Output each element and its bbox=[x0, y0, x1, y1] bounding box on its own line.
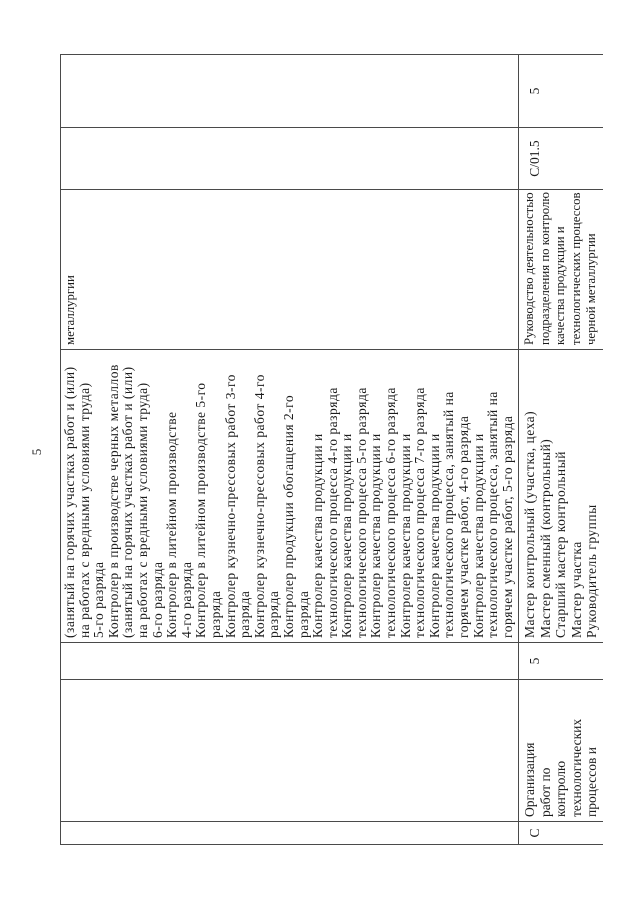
generalized-functions-table bbox=[60, 54, 603, 845]
job-title-line: Контролер качества продукции и bbox=[470, 433, 486, 638]
function-name-line: технологических bbox=[568, 718, 584, 817]
job-title-line: разряда bbox=[266, 590, 282, 638]
job-title-line: на работах с вредными условиями труда) bbox=[76, 382, 92, 638]
job-title-line: Контролер в литейном производстве bbox=[164, 411, 180, 638]
job-title-line: на работах с вредными условиями труда) bbox=[134, 382, 150, 638]
job-title-line: Руководитель группы bbox=[584, 504, 600, 638]
job-title-line: разряда bbox=[207, 590, 223, 638]
job-title-line: Контролер кузнечно-прессовых работ 4-го bbox=[251, 374, 267, 638]
job-title-line: технологического процесса 4-го разряда bbox=[324, 387, 340, 638]
labor-function-line: металлургии bbox=[63, 275, 77, 345]
job-title-line: (занятый на горячих участках работ и (или) bbox=[62, 366, 77, 638]
job-title-line: Контролер качества продукции и bbox=[368, 433, 384, 638]
table-row bbox=[61, 55, 519, 845]
job-title-line: Контролер качества продукции и bbox=[310, 433, 326, 638]
job-title-line: технологического процесса, занятый на bbox=[485, 391, 501, 638]
labor-function-line: Руководство деятельностью bbox=[522, 192, 536, 345]
cell-function-name bbox=[519, 680, 603, 822]
labor-function-line: качества продукции и bbox=[553, 226, 568, 345]
cell-qualification-level: 5 bbox=[519, 643, 603, 680]
job-title-line: 5-го разряда bbox=[91, 561, 107, 638]
job-title-line: Мастер контрольный (участка, цеха) bbox=[522, 410, 537, 638]
cell-labor-function-code bbox=[61, 128, 519, 190]
rotated-table-sheet bbox=[60, 55, 603, 845]
cell-labor-function-name bbox=[61, 190, 519, 350]
job-title-line: Контролер продукции обогащения 2-го bbox=[280, 394, 296, 638]
job-title-line: технологического процесса 5-го разряда bbox=[353, 387, 369, 638]
job-title-line: Мастер сменный (контрольный) bbox=[537, 438, 553, 638]
cell-labor-function-level bbox=[61, 55, 519, 128]
function-name-line: процессов и bbox=[584, 747, 600, 817]
job-title-line: разряда bbox=[295, 590, 311, 638]
job-title-line: Старший мастер контрольный bbox=[553, 451, 569, 638]
table-row bbox=[519, 55, 603, 845]
job-title-line: Контролер в производстве черных металлов bbox=[105, 364, 121, 638]
job-title-line: горячем участке работ, 4-го разряда bbox=[456, 415, 472, 638]
job-title-line: технологического процесса, занятый на bbox=[441, 391, 457, 638]
cell-job-titles bbox=[61, 350, 519, 643]
cell-job-titles bbox=[519, 350, 603, 643]
cell-qualification-level bbox=[61, 643, 519, 680]
job-title-line: 4-го разряда bbox=[178, 561, 194, 638]
labor-function-line: черной металлургии bbox=[584, 233, 599, 345]
job-title-line: технологического процесса 6-го разряда bbox=[383, 387, 399, 638]
function-name-line: контролю bbox=[553, 760, 569, 817]
cell-function-name bbox=[61, 680, 519, 822]
page-number: 5 bbox=[29, 448, 44, 456]
cell-labor-function-code: C/01.5 bbox=[519, 128, 603, 190]
job-title-line: горячем участке работ, 5-го разряда bbox=[499, 415, 515, 638]
job-title-line: 6-го разряда bbox=[149, 561, 165, 638]
job-title-line: Контролер качества продукции и bbox=[426, 433, 442, 638]
cell-labor-function-name bbox=[519, 190, 603, 350]
cell-labor-function-level: 5 bbox=[519, 55, 603, 128]
job-title-line: технологического процесса 7-го разряда bbox=[412, 387, 428, 638]
job-title-line: разряда bbox=[237, 590, 253, 638]
job-title-line: (занятый на горячих участках работ и (или) bbox=[120, 366, 136, 638]
job-title-line: Контролер в литейном производстве 5-го bbox=[193, 382, 209, 638]
cell-function-code: C bbox=[519, 822, 603, 845]
function-name-line: работ по bbox=[537, 767, 553, 817]
labor-function-line: подразделения по контролю bbox=[537, 192, 552, 345]
job-title-line: Контролер качества продукции и bbox=[397, 433, 413, 638]
job-title-line: Контролер кузнечно-прессовых работ 3-го bbox=[222, 374, 238, 638]
cell-function-code bbox=[61, 822, 519, 845]
job-title-line: Мастер участка bbox=[568, 541, 584, 638]
labor-function-line: технологических процессов bbox=[568, 192, 583, 345]
function-name-line: Организация bbox=[522, 742, 537, 817]
job-title-line: Контролер качества продукции и bbox=[339, 433, 355, 638]
